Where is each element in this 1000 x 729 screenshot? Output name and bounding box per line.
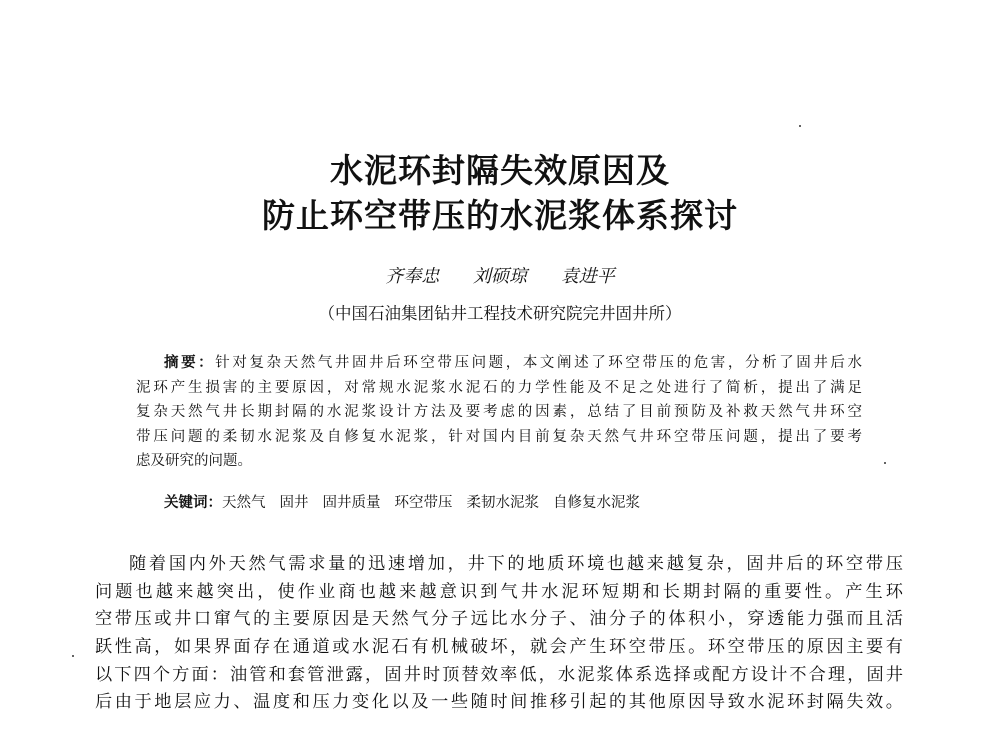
scan-speck [884, 462, 886, 464]
keyword: 环空带压 [394, 495, 453, 511]
keyword: 柔韧水泥浆 [466, 495, 539, 511]
body-line: 问题也越来越突出，使作业商也越来越意识到气井水泥环短期和长期封隔的重要性。产生环 [95, 581, 903, 602]
keywords-label: 关键词： [164, 495, 222, 511]
scan-speck [799, 125, 801, 127]
body-line: 后由于地层应力、温度和压力变化以及一些随时间推移引起的其他原因导致水泥环封隔失效。 [95, 692, 903, 713]
body-line: 空带压或井口窜气的主要原因是天然气分子远比水分子、油分子的体积小，穿透能力强而且活 [95, 609, 903, 630]
keyword: 自修复水泥浆 [553, 495, 640, 511]
keywords [164, 491, 654, 512]
abstract-text: 针对复杂天然气井固井后环空带压问题，本文阐述了环空带压的危害，分析了固井后水 [215, 355, 862, 371]
author-list [0, 262, 1000, 288]
keyword: 固井质量 [322, 495, 381, 511]
author-affiliation: （中国石油集团钻井工程技术研究院完井固井所） [318, 304, 682, 323]
body-paragraph [95, 551, 903, 717]
body-line: 随着国内外天然气需求量的迅速增加，井下的地质环境也越来越复杂，固井后的环空带压 [129, 554, 903, 574]
abstract-line: 复杂天然气井长期封隔的水泥浆设计方法及要考虑的因素，总结了目前预防及补救天然气井环空 [136, 404, 862, 421]
author-name: 刘硕琼 [473, 266, 527, 287]
keyword: 固井 [279, 495, 309, 511]
abstract-line [136, 351, 862, 376]
abstract-line: 带压问题的柔韧水泥浆及自修复水泥浆，针对国内目前复杂天然气井环空带压问题，提出了要考 [136, 428, 862, 445]
paper-title-line-1: 水泥环封隔失效原因及 [330, 151, 670, 190]
author-name: 齐奉忠 [385, 266, 440, 287]
abstract-label: 摘要： [164, 355, 216, 371]
abstract-line: 泥环产生损害的主要原因，对常规水泥浆水泥石的力学性能及不足之处进行了简析，提出了满足 [136, 379, 862, 396]
keyword: 天然气 [222, 495, 266, 511]
abstract [136, 351, 862, 474]
scan-speck [72, 655, 74, 657]
abstract-line: 虑及研究的问题。 [136, 453, 252, 470]
body-line: 跃性高，如果界面存在通道或水泥石有机械破坏，就会产生环空带压。环空带压的原因主要有 [95, 637, 903, 658]
body-line: 以下四个方面：油管和套管泄露，固井时顶替效率低，水泥浆体系选择或配方设计不合理，固井 [95, 664, 903, 685]
author-name: 袁进平 [560, 266, 615, 287]
paper-title-line-2: 防止环空带压的水泥浆体系探讨 [262, 196, 738, 235]
